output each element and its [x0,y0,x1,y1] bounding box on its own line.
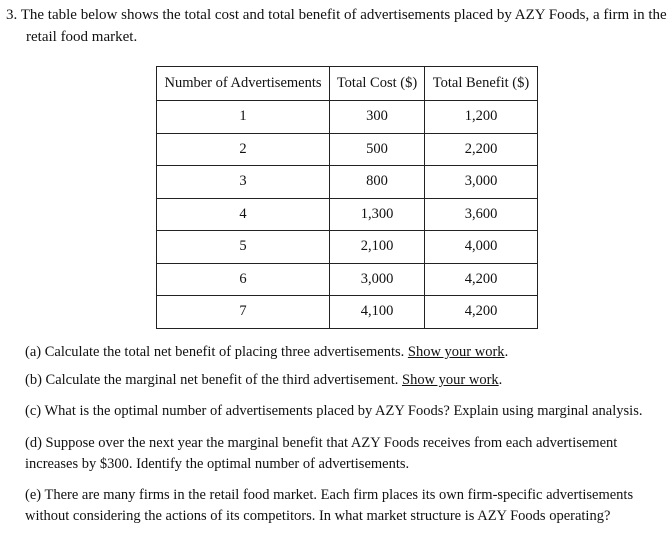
cell-ads: 3 [157,166,330,199]
part-e-line-2: without considering the actions of its competitors. In what market structure is AZY Foods operating? [25,508,611,524]
table-row [157,231,538,264]
table-header-row [157,67,538,101]
table-row [157,133,538,166]
cell-ads: 5 [157,231,330,264]
cell-cost: 500 [330,133,425,166]
part-d [25,433,617,475]
part-b-text: (b) Calculate the marginal net benefit of the third advertisement. [25,372,402,388]
table-row [157,296,538,329]
cell-cost: 4,100 [330,296,425,329]
part-e-line-1: (e) There are many firms in the retail food market. Each firm places its own firm-specific advertisements [25,487,634,503]
intro-text-1: The table below shows the total cost and total benefit of advertisements placed by AZY Foods, a firm in the [20,7,667,23]
part-a-text: (a) Calculate the total net benefit of placing three advertisements. [25,344,408,360]
cell-cost: 1,300 [330,198,425,231]
header-number-of-ads: Number of Advertisements [157,67,330,101]
cell-ads: 7 [157,296,330,329]
cell-benefit: 3,000 [425,166,538,199]
intro-line-1 [6,4,668,26]
table-row [157,263,538,296]
cell-benefit: 4,200 [425,263,538,296]
intro-line-2: retail food market. [26,29,138,45]
cell-ads: 4 [157,198,330,231]
cell-cost: 300 [330,101,425,134]
cell-benefit: 3,600 [425,198,538,231]
table-row [157,101,538,134]
part-a-emphasis: Show your work [407,344,505,360]
part-e [25,485,633,527]
header-total-cost: Total Cost ($) [330,67,425,101]
advertisements-table [156,66,538,329]
question-number: 3. [6,7,18,23]
cell-cost: 3,000 [330,263,425,296]
table-row [157,166,538,199]
cell-benefit: 1,200 [425,101,538,134]
part-b-tail: . [498,372,503,388]
question-intro [6,4,668,48]
header-total-benefit: Total Benefit ($) [425,67,538,101]
part-c: (c) What is the optimal number of advertisements placed by AZY Foods? Explain using marginal analysis. [25,403,643,419]
cell-ads: 1 [157,101,330,134]
cell-ads: 6 [157,263,330,296]
cell-cost: 800 [330,166,425,199]
cell-benefit: 4,200 [425,296,538,329]
cell-cost: 2,100 [330,231,425,264]
part-b-emphasis: Show your work [402,372,499,388]
part-a-tail: . [504,344,509,360]
cell-benefit: 4,000 [425,231,538,264]
part-d-line-2: increases by $300. Identify the optimal number of advertisements. [25,456,410,472]
table-row [157,198,538,231]
cell-benefit: 2,200 [425,133,538,166]
part-b [25,370,502,391]
part-a [25,342,508,363]
cell-ads: 2 [157,133,330,166]
part-d-line-1: (d) Suppose over the next year the marginal benefit that AZY Foods receives from each advertisement [25,435,618,451]
